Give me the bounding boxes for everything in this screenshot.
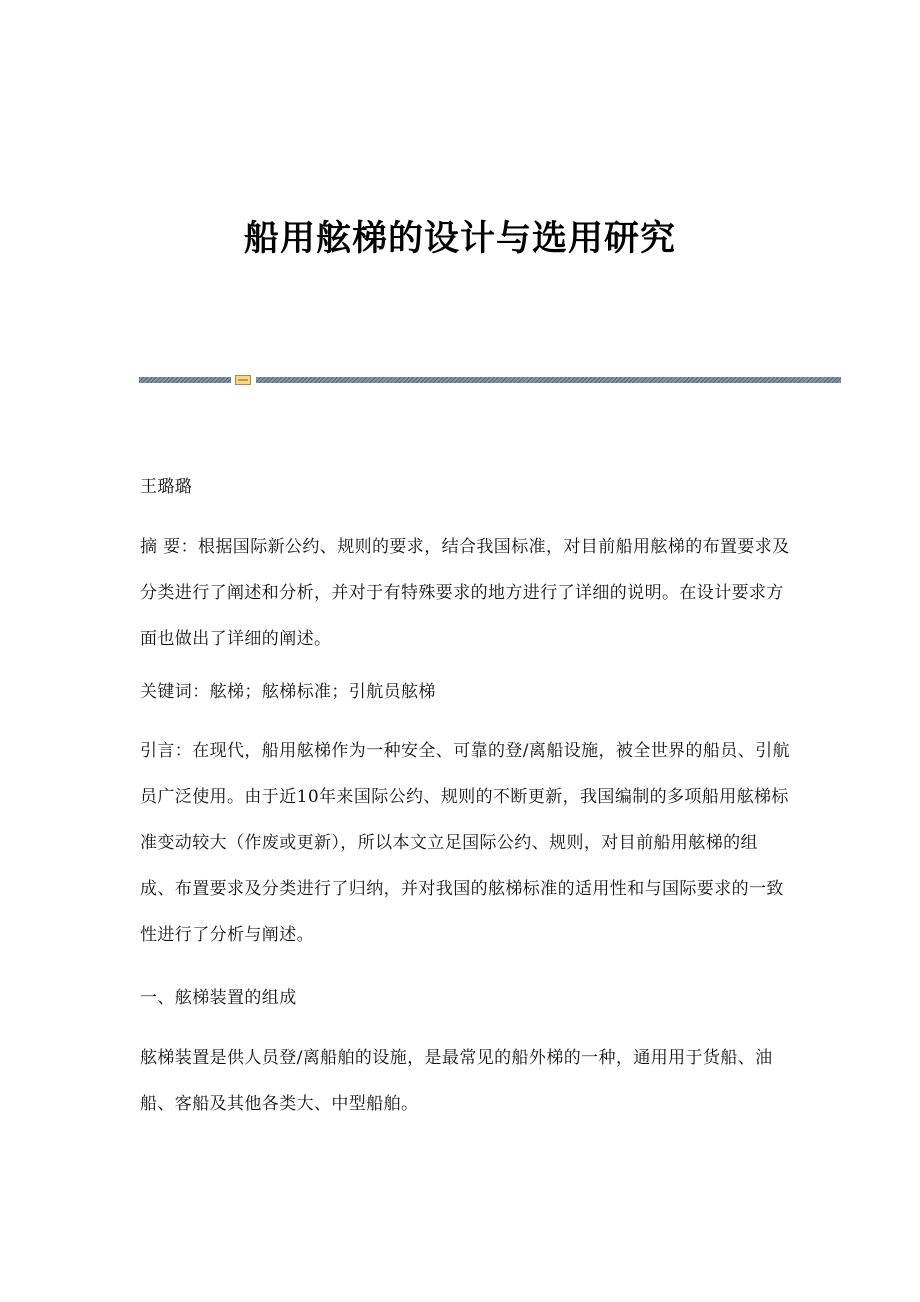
introduction-paragraph: 引言：在现代，船用舷梯作为一种安全、可靠的登/离船设施，被全世界的船员、引航员广泛使用。由于近10年来国际公约、规则的不断更新，我国编制的多项船用舷梯标准变动较大（作废或更新），所以本文立足国际公约、规则，对目前船用舷梯的组成、布置要求及分类进行了归纳，并对我国的舷梯标准的适用性和与国际要求的一致性进行了分析与阐述。 bbox=[140, 741, 790, 945]
keywords-line: 关键词：舷梯；舷梯标准；引航员舷梯 bbox=[140, 682, 436, 702]
section-paragraph: 舷梯装置是供人员登/离船舶的设施，是最常见的船外梯的一种，通用用于货船、油船、客船及其他各类大、中型船舶。 bbox=[140, 1048, 773, 1114]
abstract-paragraph: 摘 要：根据国际新公约、规则的要求，结合我国标准，对目前船用舷梯的布置要求及分类进行了阐述和分析，并对于有特殊要求的地方进行了详细的说明。在设计要求方面也做出了详细的阐述。 bbox=[140, 537, 790, 649]
divider-bar-right bbox=[256, 377, 841, 383]
divider-ornament-icon bbox=[235, 375, 251, 385]
author-name: 王璐璐 bbox=[140, 477, 193, 497]
document-title: 船用舷梯的设计与选用研究 bbox=[243, 218, 676, 259]
title-divider bbox=[139, 375, 841, 385]
divider-bar-left bbox=[139, 377, 231, 383]
section-heading: 一、舷梯装置的组成 bbox=[140, 988, 297, 1008]
